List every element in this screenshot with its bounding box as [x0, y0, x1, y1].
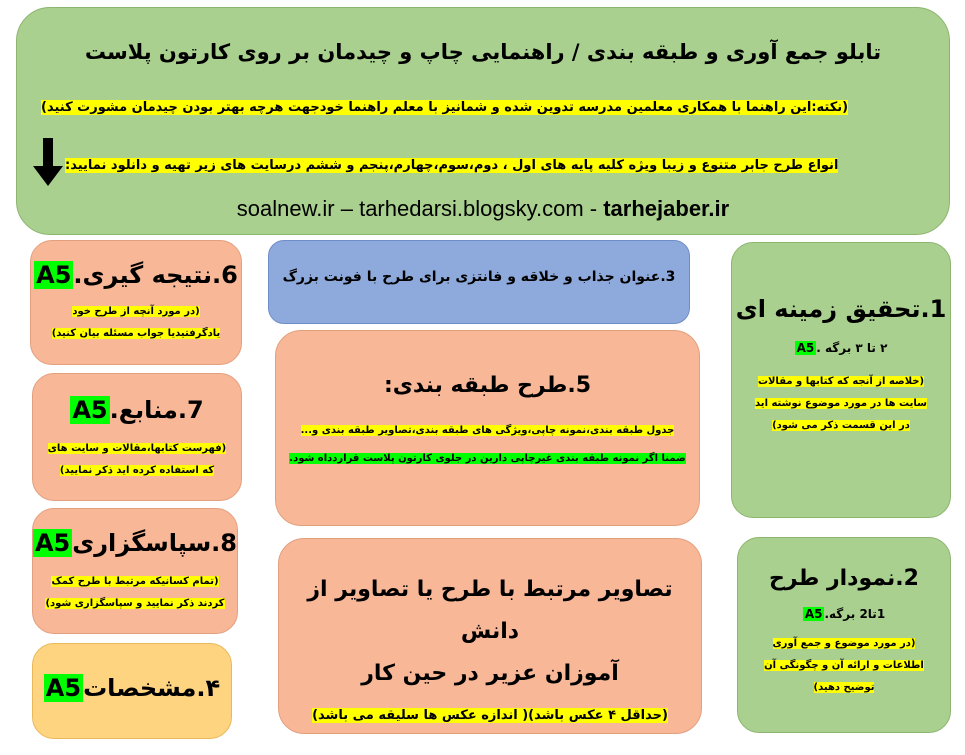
classification-line1-wrap: [276, 418, 699, 440]
card-background-research: [731, 242, 951, 518]
card-sources-title: [33, 396, 241, 424]
card-classification: [275, 330, 700, 526]
sources-desc-2: که استفاده کرده اید ذکر نمایید): [59, 465, 215, 476]
card-sources: [32, 373, 242, 501]
header-box: [16, 7, 950, 235]
chart-pages: [738, 607, 950, 621]
card-acknowledgement: [32, 508, 238, 634]
conclusion-desc-1: (در مورد آنچه از طرح خود: [72, 306, 200, 317]
title-idea-text: 3.عنوان جذاب و خلاقه و فانتزی برای طرح با فونت بزرگ: [282, 269, 676, 285]
ack-title-text: 8.سپاسگزاری: [72, 529, 237, 557]
ack-a5-badge: A5: [34, 529, 71, 557]
classification-line1: جدول طبقه بندی،نمونه چاپی،ویژگی های طبقه بندی،تصاویر طبقه بندی و...: [300, 425, 675, 436]
conclusion-desc: [31, 299, 241, 343]
card-title-idea: [268, 240, 690, 324]
sources-desc-1: (فهرست کتابها،مقالات و سایت های: [47, 443, 227, 454]
spec-a5-badge: A5: [45, 674, 82, 702]
classification-line2: ضمنا اگر نمونه طبقه بندی غیرچاپی دارین در جلوی کارتون پلاست قراردداه شود.: [289, 453, 686, 464]
arrow-down-icon: [33, 138, 63, 186]
research-pages-text: ۲ تا ۳ برگه .: [816, 341, 888, 355]
page-title: تابلو جمع آوری و طبقه بندی / راهنمایی چاپ و چیدمان بر روی کارتون پلاست: [84, 40, 882, 64]
research-title: 1.تحقیق زمینه ای: [735, 295, 947, 323]
sources-title-text: 7.منابع.: [109, 396, 204, 424]
chart-a5-badge: A5: [804, 607, 823, 621]
card-project-chart: [737, 537, 951, 733]
card-ack-title: [33, 529, 237, 557]
conclusion-title-text: 6.نتیجه گیری.: [73, 261, 238, 289]
card-conclusion: [30, 240, 242, 365]
chart-pages-text: 1تا2 برگه.: [824, 607, 886, 621]
chart-desc-1: (در مورد موضوع و جمع آوری: [772, 638, 916, 649]
photos-title-2: آموزان عزیر در حین کار: [361, 660, 619, 686]
conclusion-a5-badge: A5: [36, 261, 72, 289]
ack-desc: [33, 569, 237, 613]
sites-line: [17, 196, 949, 222]
research-desc: [732, 369, 950, 435]
chart-desc: [738, 631, 950, 697]
card-conclusion-title: [31, 261, 241, 289]
card-spec-title: [33, 674, 231, 702]
note-line: [41, 100, 848, 115]
site-tarhejaber-link[interactable]: tarhejaber.ir: [603, 196, 730, 221]
chart-title: 2.نمودار طرح: [769, 566, 919, 591]
research-a5-badge: A5: [796, 341, 815, 355]
sites-plain: soalnew.ir – tarhedarsi.blogsky.com -: [236, 196, 598, 221]
sources-desc: [33, 436, 241, 480]
note-text: این راهنما با همکاری معلمین مدرسه تدوین شده و شمانیز با معلم راهنما خودجهت هرچه بهتر بودن چیدمان مشورت کنید): [41, 100, 812, 115]
photos-title: [279, 569, 701, 694]
download-line: انواع طرح جابر متنوع و زیبا ویژه کلیه پایه های اول ، دوم،سوم،چهارم،پنجم و ششم درسایت های زیر تهیه و دانلود نمایید:: [65, 158, 839, 173]
chart-desc-2: اطلاعات و ارائه آن و چگونگی آن: [764, 660, 924, 671]
photos-title-1: تصاویر مرتبط با طرح یا تصاویر از دانش: [307, 577, 673, 644]
note-label: نکته:: [811, 100, 843, 115]
classification-line2-wrap: [276, 446, 699, 468]
photos-sub-wrap: [279, 704, 701, 723]
ack-desc-1: (تمام کسانیکه مرتبط با طرح کمک: [51, 576, 219, 587]
ack-desc-2: کردند ذکر نمایید و سپاسگزاری شود): [45, 598, 225, 609]
sources-a5-badge: A5: [72, 396, 108, 424]
research-desc-2: سایت ها در مورد موضوع نوشته اید: [755, 398, 927, 409]
note-paren: (: [842, 100, 849, 115]
conclusion-desc-2: یادگرفتیدیا جواب مسئله بیان کنید): [51, 328, 221, 339]
spec-title-text: ۴.مشخصات: [83, 674, 221, 702]
chart-desc-3: توضیح دهید): [813, 682, 875, 693]
photos-sub: (حداقل ۴ عکس باشد)( اندازه عکس ها سلیقه می باشد): [312, 708, 668, 724]
research-desc-3: در این قسمت ذکر می شود): [772, 420, 910, 431]
card-photos: [278, 538, 702, 734]
card-specifications: [32, 643, 232, 739]
classification-title: 5.طرح طبقه بندی:: [383, 373, 592, 398]
research-desc-1: (خلاصه از آنجه که کتابها و مقالات: [757, 376, 925, 387]
research-pages: [732, 341, 950, 355]
